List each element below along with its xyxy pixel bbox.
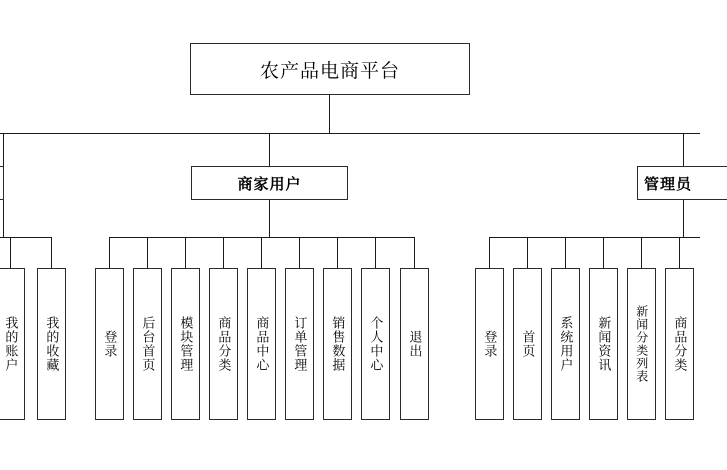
connector-drop-merchant [269,133,270,166]
node-leaf-merchant-backend-home [133,268,162,420]
node-level2-normal-user-label [0,173,1,194]
node-leaf-merchant-personal-center [361,268,390,420]
node-leaf-merchant-backend-home-label: 后台首页 [140,316,156,372]
node-leaf-merchant-order-mgmt [285,268,314,420]
connector-admin-leaf-1 [527,237,528,268]
connector-drop-user [3,133,4,166]
node-leaf-admin-product-category [665,268,694,420]
connector-merchant-leaf-5 [299,237,300,268]
node-leaf-admin-home [513,268,542,420]
node-leaf-merchant-product-category [209,268,238,420]
node-leaf-merchant-product-category-label: 商品分类 [216,316,232,372]
node-leaf-merchant-logout [400,268,429,420]
connector-user-bus [0,237,52,238]
node-level2-admin [637,166,727,200]
node-level2-normal-user [0,166,4,200]
node-leaf-admin-news-label: 新闻资讯 [596,316,612,372]
connector-admin-stem [683,200,684,237]
connector-merchant-stem [269,200,270,237]
connector-merchant-leaf-6 [337,237,338,268]
node-leaf-admin-news-category-list [627,268,656,420]
node-leaf-user-favorites-label: 我的收藏 [44,316,60,372]
node-leaf-user-account-label: 我的账户 [3,316,19,372]
node-leaf-merchant-sales-data-label: 销售数据 [330,316,346,372]
connector-merchant-leaf-3 [223,237,224,268]
node-leaf-admin-home-label: 首页 [520,330,536,358]
node-leaf-admin-login-label: 登录 [482,330,498,358]
node-leaf-admin-system-users-label: 系统用户 [558,316,574,372]
node-leaf-merchant-module-mgmt-label: 模块管理 [178,316,194,372]
connector-drop-admin [683,133,684,166]
connector-merchant-leaf-7 [375,237,376,268]
node-leaf-merchant-product-center-label: 商品中心 [254,316,270,372]
connector-merchant-leaf-4 [261,237,262,268]
node-leaf-user-favorites [37,268,66,420]
node-leaf-merchant-sales-data [323,268,352,420]
node-leaf-merchant-login-label: 登录 [102,330,118,358]
node-root-label: 农产品电商平台 [259,60,400,82]
node-leaf-merchant-module-mgmt [171,268,200,420]
node-root [190,43,470,95]
node-leaf-admin-system-users [551,268,580,420]
connector-admin-leaf-2 [565,237,566,268]
connector-root-stem [329,95,330,133]
node-leaf-merchant-product-center [247,268,276,420]
connector-merchant-leaf-8 [414,237,415,268]
connector-admin-leaf-5 [679,237,680,268]
node-leaf-user-account [0,268,25,420]
connector-admin-leaf-0 [489,237,490,268]
node-leaf-merchant-personal-center-label: 个人中心 [368,316,384,372]
connector-admin-bus [489,237,700,238]
connector-user-leaf-0 [10,237,11,268]
connector-merchant-leaf-2 [185,237,186,268]
connector-user-stem [3,200,4,237]
node-leaf-admin-news-category-list-label: 新闻分类列表 [634,305,649,383]
connector-merchant-bus [109,237,415,238]
connector-merchant-leaf-0 [109,237,110,268]
connector-admin-leaf-4 [641,237,642,268]
connector-user-leaf-1 [51,237,52,268]
connector-main-bus [0,133,700,134]
node-leaf-merchant-order-mgmt-label: 订单管理 [292,316,308,372]
node-level2-merchant-user-label: 商家用户 [237,175,302,193]
node-level2-admin-label: 管理员 [644,175,693,193]
node-leaf-admin-login [475,268,504,420]
connector-admin-leaf-3 [603,237,604,268]
node-leaf-admin-news [589,268,618,420]
node-level2-merchant-user [191,166,348,200]
connector-merchant-leaf-1 [147,237,148,268]
node-leaf-merchant-login [95,268,124,420]
node-leaf-admin-product-category-label: 商品分类 [672,316,688,372]
node-leaf-merchant-logout-label: 退出 [407,330,423,358]
